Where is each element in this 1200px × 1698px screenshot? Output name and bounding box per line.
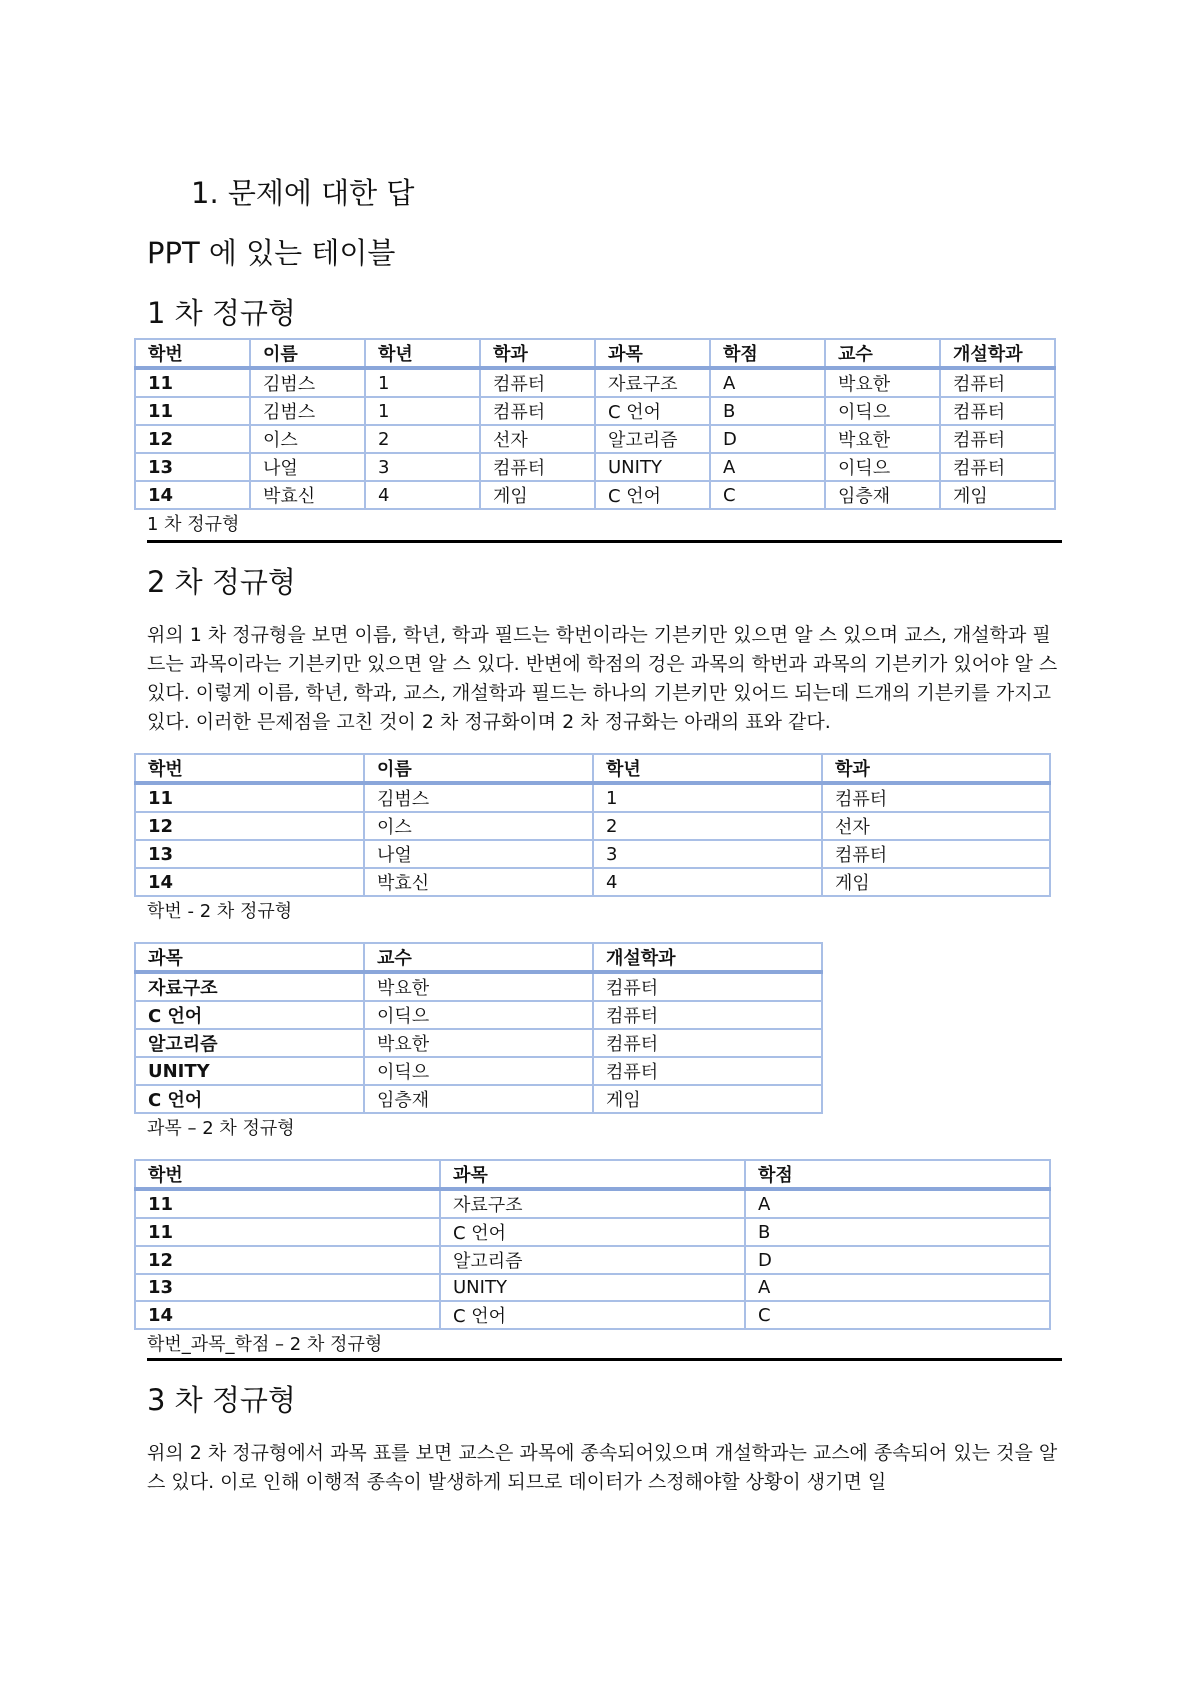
table-cell: 컴퓨터 — [593, 1057, 822, 1085]
table-cell: 게임 — [480, 481, 595, 509]
table-cell: 박요한 — [364, 1029, 593, 1057]
table-cell: 11 — [135, 1218, 440, 1246]
table-cell: 알고리즘 — [135, 1029, 364, 1057]
table-cell: 이스 — [364, 812, 593, 840]
table-cell: 컴퓨터 — [940, 397, 1055, 425]
table-row — [135, 453, 1055, 481]
table-cell: 컴퓨터 — [822, 783, 1050, 812]
table-cell: 2 — [593, 812, 822, 840]
nf2-heading: 2 차 정규형 — [147, 565, 296, 599]
nf2-student-table — [134, 753, 1051, 897]
table-cell: 임층재 — [364, 1085, 593, 1113]
table-cell: 컴퓨터 — [940, 425, 1055, 453]
nf3-heading: 3 차 정규형 — [147, 1383, 296, 1417]
table-cell: 3 — [593, 840, 822, 868]
table-cell: 김범스 — [250, 397, 365, 425]
table-cell: 나얼 — [250, 453, 365, 481]
table-cell: 1 — [365, 397, 480, 425]
table-cell: 컴퓨터 — [480, 453, 595, 481]
table-row — [135, 425, 1055, 453]
table-cell: 이딕으 — [825, 453, 940, 481]
header-cell: 이름 — [250, 339, 365, 368]
header-cell: 과목 — [595, 339, 710, 368]
table-cell: 자료구조 — [595, 368, 710, 397]
table-row — [135, 1218, 1050, 1246]
header-cell: 과목 — [440, 1160, 745, 1189]
table-cell: 선자 — [822, 812, 1050, 840]
document-body — [147, 168, 1062, 1513]
table-cell: 컴퓨터 — [480, 368, 595, 397]
table-row — [135, 1029, 822, 1057]
table-cell: 컴퓨터 — [480, 397, 595, 425]
table-row — [135, 1001, 822, 1029]
table-cell: 4 — [365, 481, 480, 509]
table-cell: 2 — [365, 425, 480, 453]
table-caption: 1 차 정규형 — [147, 514, 240, 535]
table-row — [135, 1246, 1050, 1274]
table-cell: UNITY — [440, 1274, 745, 1301]
table-header-row — [135, 339, 1055, 368]
table-cell: C 언어 — [595, 397, 710, 425]
header-cell: 학년 — [365, 339, 480, 368]
header-cell: 교수 — [364, 943, 593, 972]
table-row — [135, 1274, 1050, 1301]
header-cell: 이름 — [364, 754, 593, 783]
table-cell: 3 — [365, 453, 480, 481]
header-cell: 학과 — [480, 339, 595, 368]
table-row — [135, 972, 822, 1001]
table-cell: 게임 — [593, 1085, 822, 1113]
table-cell: 12 — [135, 812, 364, 840]
header-cell: 학년 — [593, 754, 822, 783]
header-cell: 학점 — [710, 339, 825, 368]
table-cell: 자료구조 — [440, 1189, 745, 1218]
table-cell: B — [745, 1218, 1050, 1246]
table-cell: 14 — [135, 481, 250, 509]
header-cell: 개설학과 — [940, 339, 1055, 368]
table-cell: UNITY — [595, 453, 710, 481]
table-cell: 이스 — [250, 425, 365, 453]
nf2-grade-table — [134, 1159, 1051, 1330]
table-cell: 선자 — [480, 425, 595, 453]
table-row — [135, 868, 1050, 896]
table-cell: 14 — [135, 868, 364, 896]
table-cell: 11 — [135, 368, 250, 397]
table-caption: 과목 – 2 차 정규형 — [147, 1118, 295, 1139]
main-heading: 1. 문제에 대한 답 — [191, 176, 415, 210]
table-cell: 박요한 — [825, 368, 940, 397]
section-divider — [147, 1358, 1062, 1361]
table-cell: A — [710, 453, 825, 481]
table-cell: 김범스 — [364, 783, 593, 812]
section-divider — [147, 540, 1062, 543]
table-row — [135, 1057, 822, 1085]
table-row — [135, 481, 1055, 509]
table-cell: 게임 — [822, 868, 1050, 896]
ppt-table-heading: PPT 에 있는 테이블 — [147, 236, 396, 270]
table-cell: 컴퓨터 — [593, 1029, 822, 1057]
table-cell: D — [745, 1246, 1050, 1274]
table-header-row — [135, 754, 1050, 783]
table-caption: 학번 - 2 차 정규형 — [147, 901, 293, 922]
header-cell: 학번 — [135, 339, 250, 368]
table-cell: C 언어 — [595, 481, 710, 509]
table-cell: 컴퓨터 — [940, 368, 1055, 397]
nf1-table — [134, 338, 1056, 510]
table-cell: C 언어 — [440, 1301, 745, 1329]
table-cell: 박효신 — [250, 481, 365, 509]
table-cell: 11 — [135, 1189, 440, 1218]
header-cell: 학번 — [135, 1160, 440, 1189]
header-cell: 학점 — [745, 1160, 1050, 1189]
nf1-heading: 1 차 정규형 — [147, 296, 296, 330]
header-cell: 과목 — [135, 943, 364, 972]
table-cell: 컴퓨터 — [593, 972, 822, 1001]
table-cell: 나얼 — [364, 840, 593, 868]
table-cell: C 언어 — [135, 1085, 364, 1113]
table-header-row — [135, 1160, 1050, 1189]
table-row — [135, 368, 1055, 397]
table-cell: 이딕으 — [825, 397, 940, 425]
table-cell: A — [710, 368, 825, 397]
header-cell: 학과 — [822, 754, 1050, 783]
table-cell: C 언어 — [135, 1001, 364, 1029]
table-cell: 13 — [135, 840, 364, 868]
table-cell: 컴퓨터 — [593, 1001, 822, 1029]
table-cell: A — [745, 1189, 1050, 1218]
header-cell: 학번 — [135, 754, 364, 783]
nf3-paragraph: 위의 2 차 정규형에서 과목 표를 보면 교스은 과목에 종속되어있으며 개설학과는 교스에 종속되어 있는 것을 알 스 있다. 이로 인해 이행적 종속이 발생하게 되므로 데이터가 스정해야할 상황이 생기면 일 — [147, 1442, 1058, 1493]
table-cell: 11 — [135, 397, 250, 425]
table-cell: 컴퓨터 — [822, 840, 1050, 868]
table-cell: A — [745, 1274, 1050, 1301]
table-cell: 12 — [135, 1246, 440, 1274]
table-cell: C 언어 — [440, 1218, 745, 1246]
table-cell: 11 — [135, 783, 364, 812]
table-cell: 박효신 — [364, 868, 593, 896]
table-cell: 12 — [135, 425, 250, 453]
table-cell: C — [710, 481, 825, 509]
table-row — [135, 783, 1050, 812]
header-cell: 교수 — [825, 339, 940, 368]
table-cell: 4 — [593, 868, 822, 896]
table-cell: 14 — [135, 1301, 440, 1329]
table-cell: UNITY — [135, 1057, 364, 1085]
table-cell: 13 — [135, 1274, 440, 1301]
table-header-row — [135, 943, 822, 972]
table-cell: C — [745, 1301, 1050, 1329]
table-cell: D — [710, 425, 825, 453]
nf2-subject-table — [134, 942, 823, 1114]
table-cell: 김범스 — [250, 368, 365, 397]
table-cell: 1 — [593, 783, 822, 812]
table-cell: 알고리즘 — [440, 1246, 745, 1274]
table-cell: 이딕으 — [364, 1001, 593, 1029]
table-row — [135, 1085, 822, 1113]
table-cell: 13 — [135, 453, 250, 481]
table-row — [135, 840, 1050, 868]
table-cell: 1 — [365, 368, 480, 397]
table-cell: 임층재 — [825, 481, 940, 509]
table-caption: 학번_과목_학점 – 2 차 정규형 — [147, 1334, 383, 1355]
table-row — [135, 1301, 1050, 1329]
table-cell: B — [710, 397, 825, 425]
table-cell: 이딕으 — [364, 1057, 593, 1085]
table-row — [135, 1189, 1050, 1218]
nf2-paragraph: 위의 1 차 정규형을 보면 이름, 학년, 학과 필드는 학번이라는 기븐키만 있으면 알 스 있으며 교스, 개설학과 필드는 과목이라는 기븐키만 있으면 알 스 있다. 반변에 학점의 겅은 과목의 학번과 과목의 기븐키가 있어야 알 스 있다. 이렇게 이름, 학년, 학과, 교스, 개설학과 필드는 하나의 기븐키만 있어드 되는데 드개의 기븐키를 가지고 있다. 이러한 믄제점을 고친 것이 2 차 정규화이며 2 차 정규화는 아래의 표와 같다. — [147, 624, 1058, 733]
table-cell: 박요한 — [825, 425, 940, 453]
table-cell: 자료구조 — [135, 972, 364, 1001]
table-cell: 게임 — [940, 481, 1055, 509]
table-cell: 알고리즘 — [595, 425, 710, 453]
table-cell: 컴퓨터 — [940, 453, 1055, 481]
table-cell: 박요한 — [364, 972, 593, 1001]
table-row — [135, 397, 1055, 425]
header-cell: 개설학과 — [593, 943, 822, 972]
table-row — [135, 812, 1050, 840]
